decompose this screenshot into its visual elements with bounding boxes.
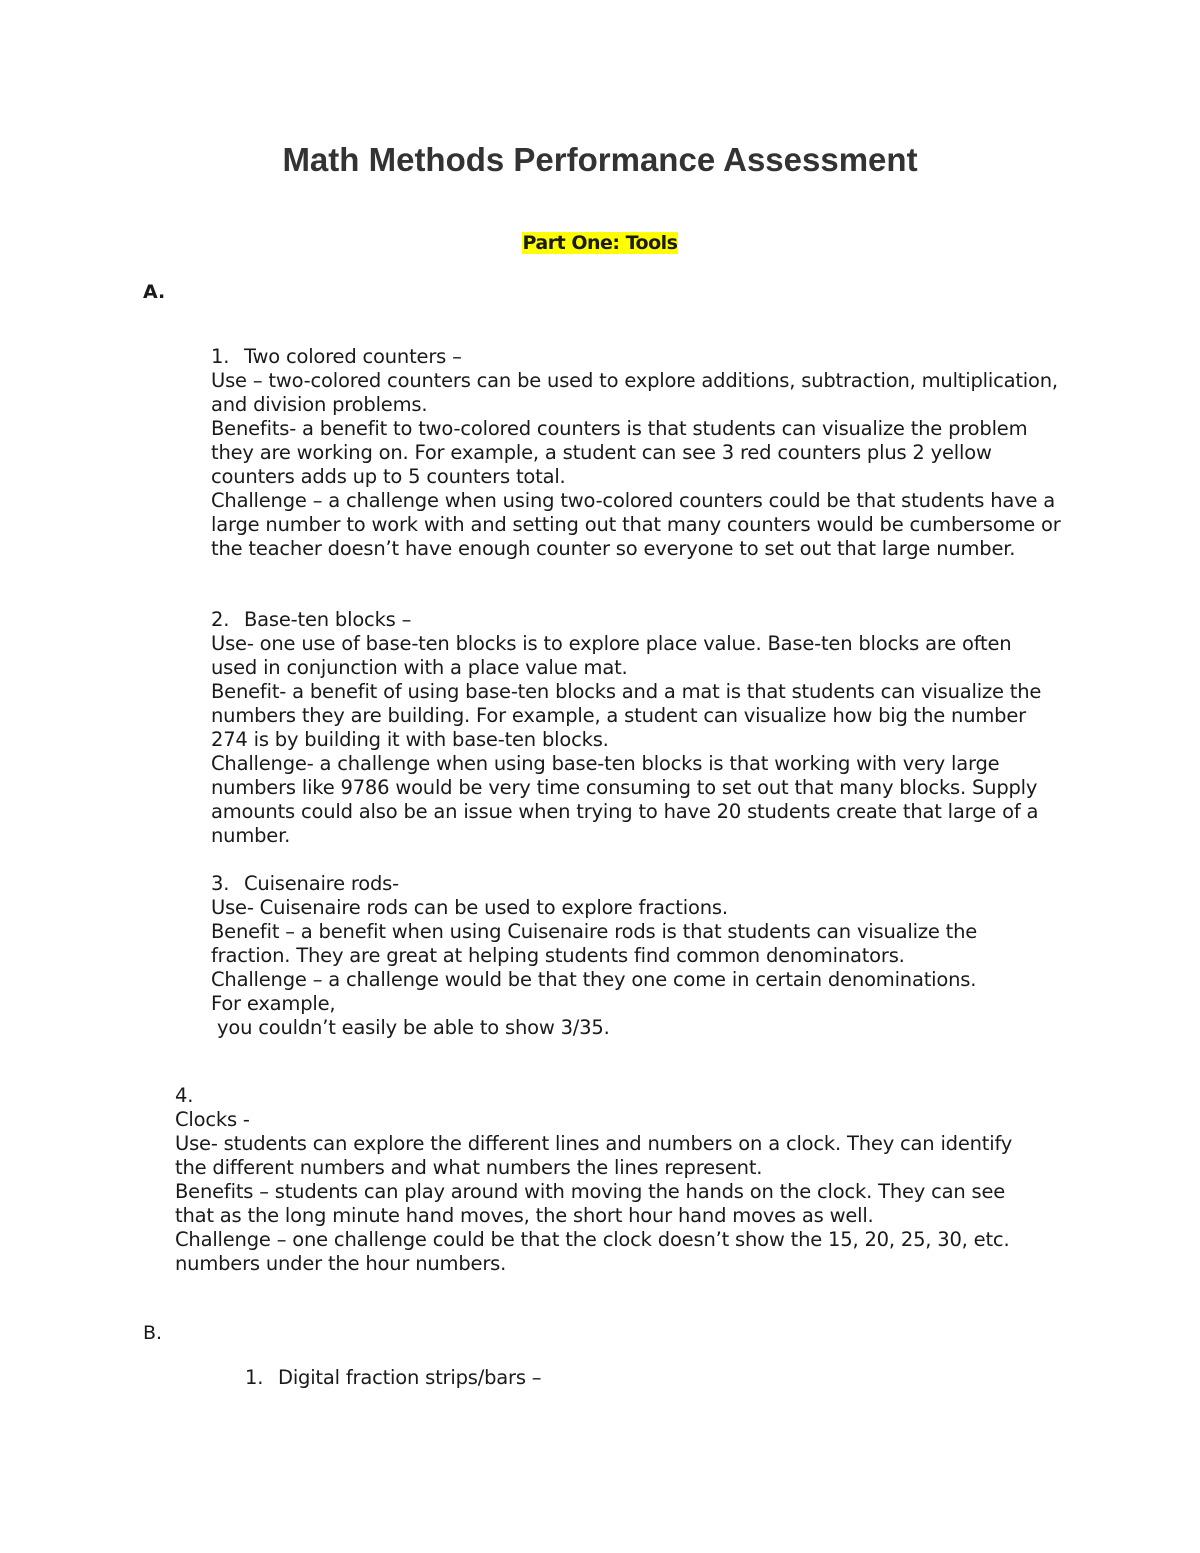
item-heading [211, 345, 1071, 369]
item-title: Clocks - [175, 1108, 250, 1131]
list-item [175, 1084, 1045, 1276]
item-benefit: Benefits – students can play around with moving the hands on the clock. They can see that as the long minute hand moves, the short hour hand moves as well. [175, 1180, 1006, 1227]
item-number: 3. [211, 872, 230, 895]
item-use: Use – two-colored counters can be used to explore additions, subtraction, multiplication, and division problems. [211, 369, 1058, 416]
list-item [211, 608, 1051, 848]
item-challenge: Challenge – one challenge could be that the clock doesn’t show the 15, 20, 25, 30, etc. numbers under the hour numbers. [175, 1228, 1010, 1275]
item-number: 1. [245, 1366, 264, 1389]
section-b-label: B. [143, 1322, 163, 1344]
item-challenge: Challenge – a challenge would be that they one come in certain denominations. [211, 968, 977, 991]
list-item [211, 345, 1071, 561]
item-use: Use- students can explore the different lines and numbers on a clock. They can identify the different numbers and what numbers the lines represent. [175, 1132, 1013, 1179]
item-title: Cuisenaire rods- [244, 872, 399, 895]
item-number: 2. [211, 608, 230, 631]
page-title: Math Methods Performance Assessment [282, 141, 918, 178]
item-heading [245, 1366, 1045, 1390]
item-number: 4. [175, 1084, 194, 1107]
item-title: Digital fraction strips/bars – [278, 1366, 542, 1389]
item-challenge: Challenge- a challenge when using base-ten blocks is that working with very large numbers like 9786 would be very time consuming to set out that many blocks. Supply amounts could also be an issue when trying to have 20 students create that large of a number. [211, 752, 1039, 847]
part-heading-highlight: Part One: Tools [522, 232, 678, 254]
item-use: Use- Cuisenaire rods can be used to explore fractions. [211, 896, 728, 919]
item-benefit: Benefit- a benefit of using base-ten blocks and a mat is that students can visualize the numbers they are building. For example, a student can visualize how big the number 274 is by building it with base-ten blocks. [211, 680, 1042, 751]
item-heading [211, 872, 1061, 896]
list-item [211, 872, 1061, 1040]
item-benefit: Benefits- a benefit to two-colored counters is that students can visualize the problem they are working on. For example, a student can see 3 red counters plus 2 yellow counters adds up to 5 counters total. [211, 417, 1028, 488]
item-use: Use- one use of base-ten blocks is to explore place value. Base-ten blocks are often used in conjunction with a place value mat. [211, 632, 1012, 679]
item-title: Two colored counters – [244, 345, 462, 368]
item-number: 1. [211, 345, 230, 368]
item-challenge-continued: For example, [211, 992, 336, 1015]
item-title: Base-ten blocks – [244, 608, 412, 631]
item-heading [211, 608, 1051, 632]
list-item [245, 1366, 1045, 1390]
item-benefit: Benefit – a benefit when using Cuisenaire rods is that students can visualize the fraction. They are great at helping students find common denominators. [211, 920, 978, 967]
part-heading [0, 229, 1200, 257]
item-challenge: Challenge – a challenge when using two-colored counters could be that students have a large number to work with and setting out that many counters would be cumbersome or the teacher doesn’t have enough counter so everyone to set out that large number. [211, 489, 1061, 560]
item-challenge-example: you couldn’t easily be able to show 3/35. [217, 1016, 610, 1039]
section-a-label: A. [143, 281, 166, 303]
